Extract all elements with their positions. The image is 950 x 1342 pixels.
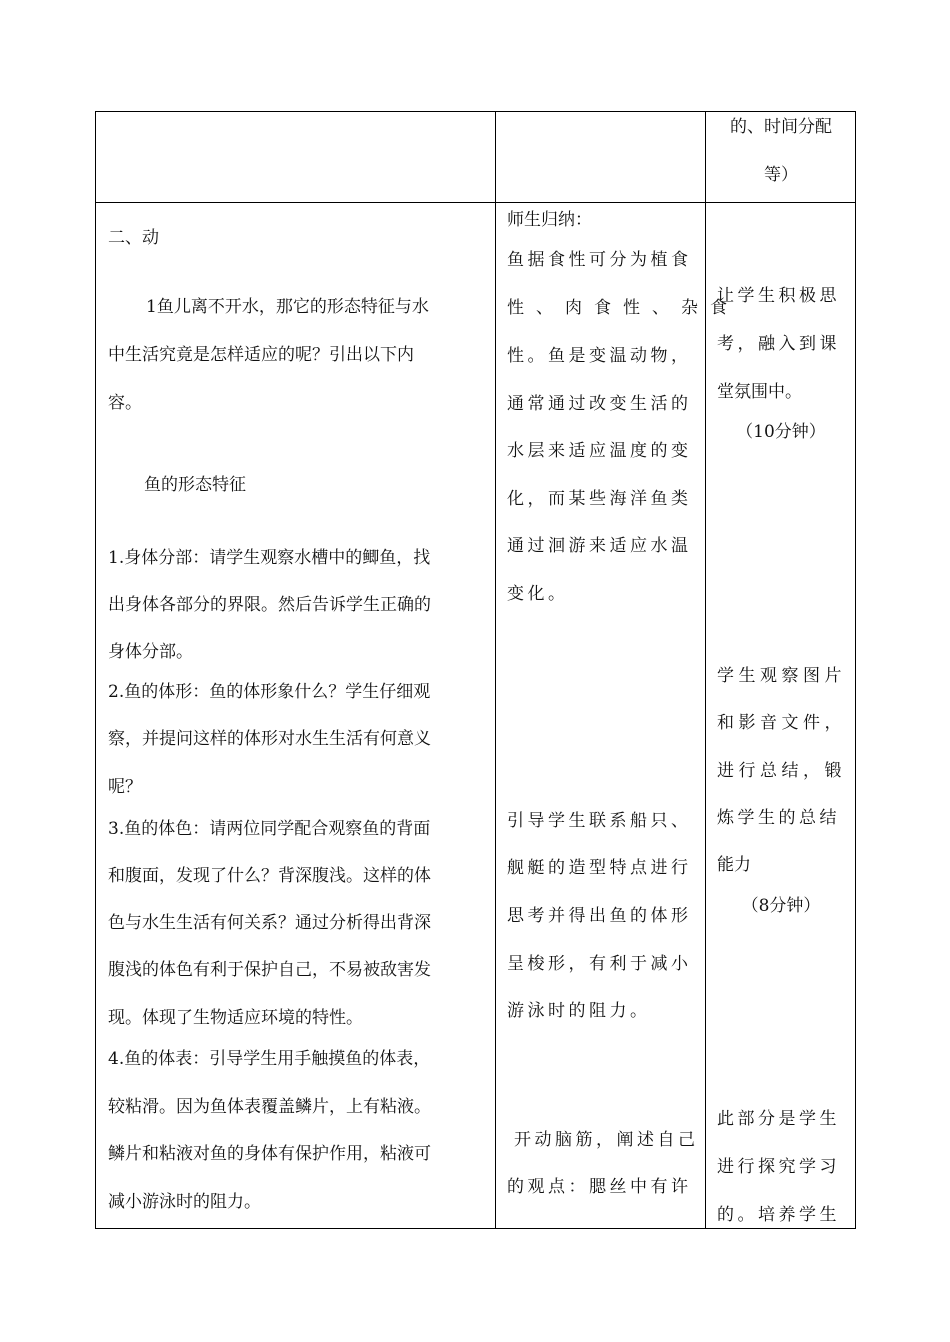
time-allocation: （10分钟） [736,422,826,442]
paragraph-line: 4.鱼的体表：引导学生用手触摸鱼的体表， [108,1049,431,1069]
paragraph-line: 3.鱼的体色：请两位同学配合观察鱼的背面 [108,819,431,839]
column-divider-2 [705,112,706,1228]
col3-line: 让学生积极思 [717,286,840,306]
col2-line: 通常通过改变生活的 [507,394,692,414]
col2-line: 变化。 [507,584,569,604]
intro-line: 中生活究竟是怎样适应的呢？引出以下内 [108,345,414,365]
col2-line: 化，而某些海洋鱼类 [507,489,692,509]
col3-line: 此部分是学生 [717,1109,840,1129]
col2-line: 通过洄游来适应水温 [507,536,692,556]
col3-line: 能力 [717,855,751,875]
col2-line: 性。鱼是变温动物， [507,346,692,366]
paragraph-line: 和腹面，发现了什么？背深腹浅。这样的体 [108,866,431,886]
paragraph-line: 呢？ [108,777,142,797]
col3-line: 进行总结，锻 [717,761,846,781]
paragraph-line: 察，并提问这样的体形对水生生活有何意义 [108,729,431,749]
paragraph-line: 1.身体分部：请学生观察水槽中的鲫鱼，找 [108,548,431,568]
col2-line: 思考并得出鱼的体形 [507,906,692,926]
paragraph-line: 减小游泳时的阻力。 [108,1192,261,1212]
col2-line: 水层来适应温度的变 [507,441,692,461]
paragraph-line: 鳞片和粘液对鱼的身体有保护作用，粘液可 [108,1144,431,1164]
paragraph-line: 2.鱼的体形：鱼的体形象什么？学生仔细观 [108,682,431,702]
paragraph-line: 腹浅的体色有利于保护自己，不易被敌害发 [108,960,431,980]
col2-line: 开动脑筋，阐述自己 [514,1130,699,1150]
col2-line: 性、肉食性、杂食 [507,298,739,318]
col2-line: 鱼据食性可分为植食 [507,250,692,270]
subtitle: 鱼的形态特征 [144,475,246,495]
row-divider [96,202,855,203]
paragraph-line: 身体分部。 [108,642,193,662]
header-col3-line2: 等） [764,165,798,185]
col2-line: 的观点：腮丝中有许 [507,1177,692,1197]
col2-line: 舰艇的造型特点进行 [507,858,692,878]
paragraph-line: 现。体现了生物适应环境的特性。 [108,1008,363,1028]
col2-line: 呈梭形，有利于减小 [507,954,692,974]
col3-line: 的。培养学生 [717,1205,840,1225]
col3-line: 考，融入到课 [717,334,840,354]
paragraph-line: 出身体各部分的界限。然后告诉学生正确的 [108,595,431,615]
col3-line: 堂氛围中。 [717,382,802,402]
col3-line: 学生观察图片 [717,666,846,686]
paragraph-line: 较粘滑。因为鱼体表覆盖鳞片，上有粘液。 [108,1097,431,1117]
col3-line: 和影音文件， [717,713,846,733]
lesson-table [95,111,856,1229]
col2-line: 游泳时的阻力。 [507,1001,651,1021]
col2-line: 引导学生联系船只、 [507,811,692,831]
section-heading: 二、动 [108,228,159,248]
intro-line: 容。 [108,393,142,413]
time-allocation: （8分钟） [741,896,821,916]
column-divider-1 [495,112,496,1228]
col2-line: 师生归纳： [507,210,592,230]
header-col3-line1: 的、时间分配 [730,117,832,137]
paragraph-line: 色与水生生活有何关系？通过分析得出背深 [108,913,431,933]
col3-line: 进行探究学习 [717,1157,840,1177]
intro-line: 1鱼儿离不开水，那它的形态特征与水 [146,297,429,317]
col3-line: 炼学生的总结 [717,808,840,828]
